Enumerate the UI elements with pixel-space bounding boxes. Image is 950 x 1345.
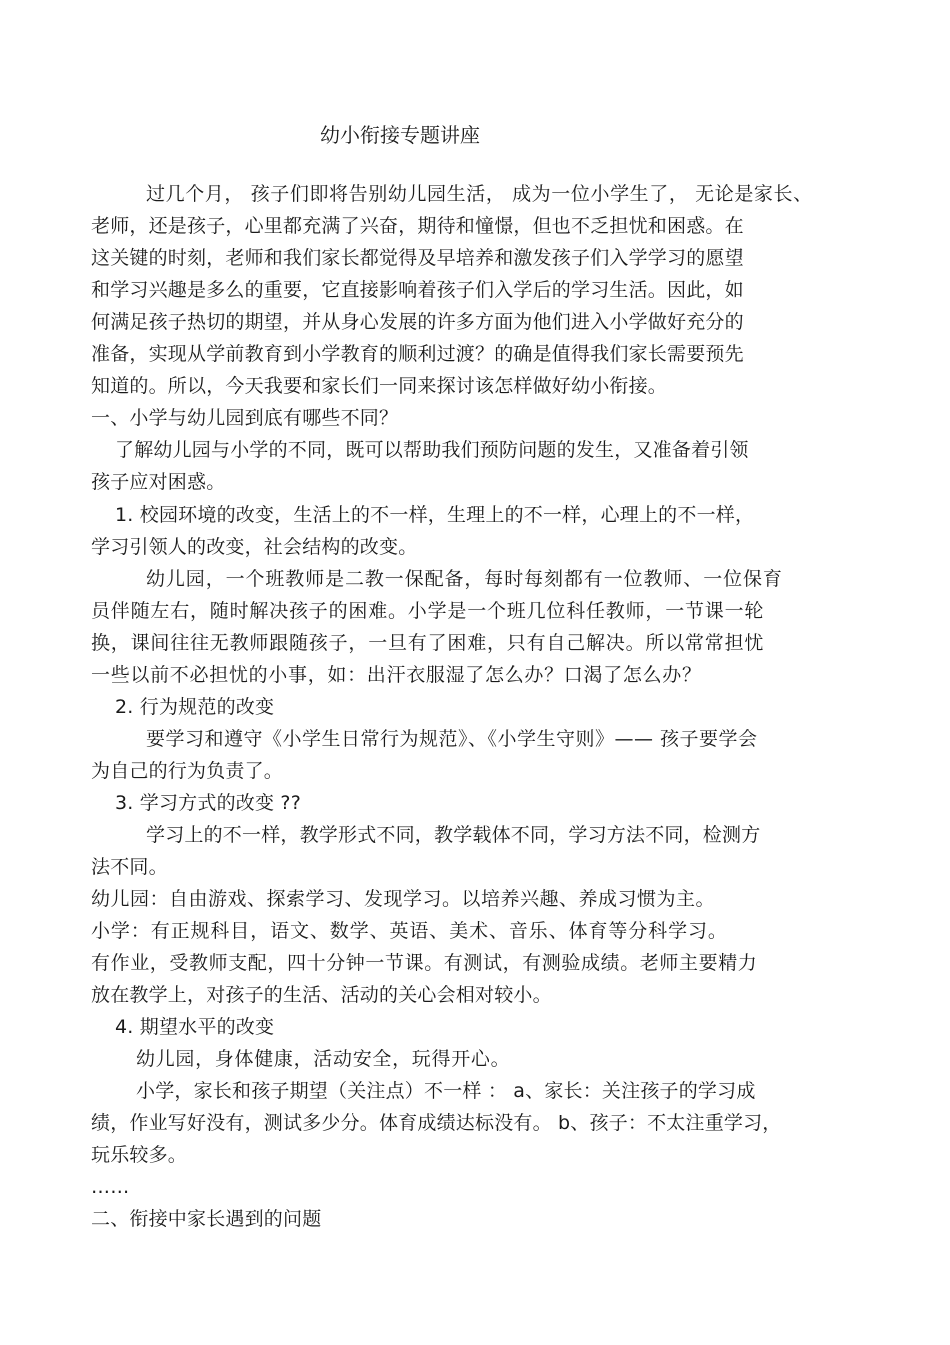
paragraph-line: 学习引领人的改变，社会结构的改变。 bbox=[91, 536, 418, 558]
subsection-heading: 2. 行为规范的改变 bbox=[115, 696, 275, 718]
paragraph-line: 幼儿园：自由游戏、探索学习、发现学习。以培养兴趣、养成习惯为主。 bbox=[91, 888, 716, 910]
subsection-heading: 3. 学习方式的改变 ?? bbox=[115, 792, 301, 814]
paragraph-line: 和学习兴趣是多么的重要，它直接影响着孩子们入学后的学习生活。因此，如 bbox=[91, 279, 744, 301]
paragraph-line: 知道的。所以，今天我要和家长们一同来探讨该怎样做好幼小衔接。 bbox=[91, 375, 668, 397]
paragraph-line: 绩，作业写好没有，测试多少分。体育成绩达标没有。 b、孩子：不太注重学习， bbox=[91, 1112, 782, 1134]
paragraph-line: 为自己的行为负责了。 bbox=[91, 760, 284, 782]
section-heading: 二、衔接中家长遇到的问题 bbox=[91, 1208, 322, 1230]
paragraph-line: 要学习和遵守《小学生日常行为规范》、《小学生守则》—— 孩子要学会 bbox=[146, 728, 758, 750]
paragraph-line: 孩子应对困惑。 bbox=[91, 471, 226, 493]
paragraph-line: 换，课间往往无教师跟随孩子，一旦有了困难，只有自己解决。所以常常担忧 bbox=[91, 632, 765, 654]
paragraph-line: 准备，实现从学前教育到小学教育的顺利过渡？的确是值得我们家长需要预先 bbox=[91, 343, 744, 365]
paragraph-line: 放在教学上，对孩子的生活、活动的关心会相对较小。 bbox=[91, 984, 552, 1006]
paragraph-line: 有作业，受教师支配，四十分钟一节课。有测试，有测验成绩。老师主要精力 bbox=[91, 952, 758, 974]
paragraph-line: 这关键的时刻，老师和我们家长都觉得及早培养和激发孩子们入学学习的愿望 bbox=[91, 247, 744, 269]
paragraph-line: 幼儿园，身体健康，活动安全，玩得开心。 bbox=[136, 1048, 511, 1070]
ellipsis-line: …… bbox=[91, 1176, 130, 1198]
paragraph-line: 小学，家长和孩子期望（关注点）不一样 ： a、家长：关注孩子的学习成 bbox=[136, 1080, 756, 1102]
section-heading: 一、小学与幼儿园到底有哪些不同？ bbox=[91, 407, 399, 429]
document-title: 幼小衔接专题讲座 bbox=[320, 123, 480, 147]
paragraph-line: 了解幼儿园与小学的不同，既可以帮助我们预防问题的发生，又准备着引领 bbox=[115, 439, 749, 461]
paragraph-line: 老师，还是孩子，心里都充满了兴奋，期待和憧憬，但也不乏担忧和困惑。在 bbox=[91, 215, 744, 237]
paragraph-line: 小学：有正规科目，语文、数学、英语、美术、音乐、体育等分科学习。 bbox=[91, 920, 728, 942]
paragraph-line: 员伴随左右，随时解决孩子的困难。小学是一个班几位科任教师，一节课一轮 bbox=[91, 600, 765, 622]
paragraph-line: 一些以前不必担忧的小事，如：出汗衣服湿了怎么办？口渴了怎么办？ bbox=[91, 664, 702, 686]
paragraph-line: 学习上的不一样，教学形式不同，教学载体不同，学习方法不同，检测方 bbox=[146, 824, 761, 846]
paragraph-line: 何满足孩子热切的期望，并从身心发展的许多方面为他们进入小学做好充分的 bbox=[91, 311, 744, 333]
subsection-heading: 4. 期望水平的改变 bbox=[115, 1016, 275, 1038]
paragraph-line: 幼儿园，一个班教师是二教一保配备，每时每刻都有一位教师、一位保育 bbox=[146, 568, 783, 590]
paragraph-line: 法不同。 bbox=[91, 856, 168, 878]
paragraph-line: 过几个月， 孩子们即将告别幼儿园生活， 成为一位小学生了， 无论是家长、 bbox=[146, 183, 813, 205]
paragraph-line: 玩乐较多。 bbox=[91, 1144, 188, 1166]
subsection-heading: 1. 校园环境的改变，生活上的不一样，生理上的不一样，心理上的不一样， bbox=[115, 504, 755, 526]
